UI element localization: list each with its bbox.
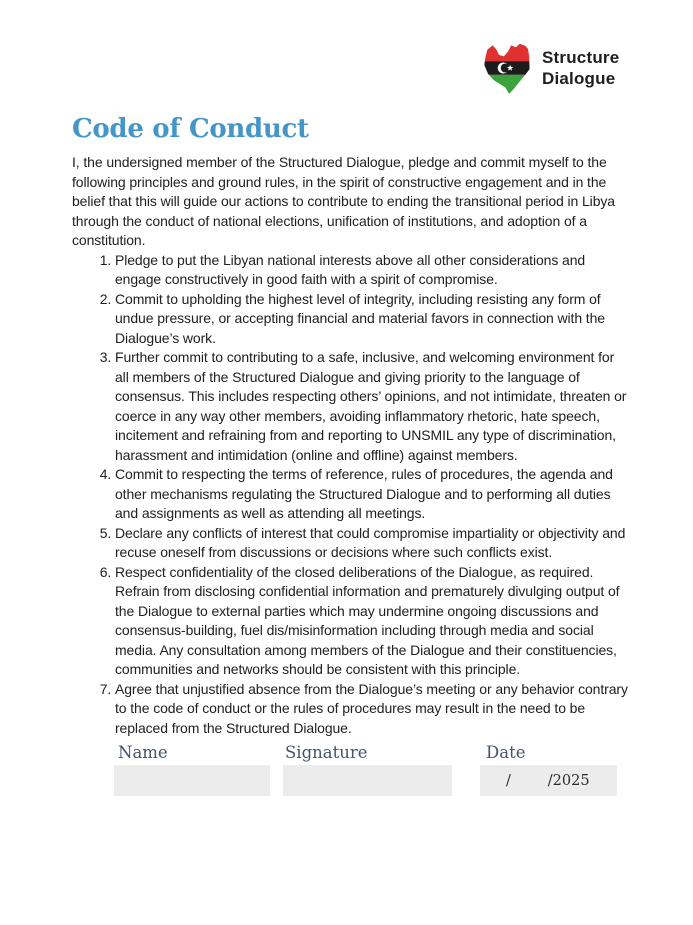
list-item-6: 6. Respect confidentiality of the closed deliberations of the Dialogue, as required. Refrain from disclosing confidential information and prematurely divulging output of the Dialogue to external parties which may undermine ongoing discussions and consensus-building, fuel dis/misinformation including through media and social media. Any consultation among members of the Dialogue and their constituencies, communities and networks should be consistent with this principle.	[115, 563, 628, 680]
name-label: Name	[118, 743, 168, 762]
signature-input[interactable]	[283, 765, 452, 796]
intro-paragraph: I, the undersigned member of the Structured Dialogue, pledge and commit myself to the following principles and ground rules, in the spirit of constructive engagement and in the belief that this will guide our actions to contribute to ending the transitional period in Libya through the conduct of national elections, unification of institutions, and adoption of a constitution.	[72, 154, 615, 248]
list-item-5: 5. Declare any conflicts of interest that could compromise impartiality or objectivity and recuse oneself from discussions or decisions where such conflicts exist.	[115, 524, 628, 563]
list-item-3: 3. Further commit to contributing to a safe, inclusive, and welcoming environment for all members of the Structured Dialogue and giving priority to the language of consensus. This includes respecting others’ opinions, and not intimidate, threaten or coerce in any way other members, avoiding inflammatory rhetoric, hate speech, incitement and refraining from and reporting to UNSMIL any type of discrimination, harassment and intimidation (online and offline) against members.	[115, 348, 628, 465]
date-field-group	[480, 744, 617, 796]
principles-list	[72, 251, 628, 739]
date-input[interactable]	[480, 765, 617, 796]
flag-red-band	[479, 42, 537, 62]
logo-wordmark-line2: Dialogue	[542, 69, 616, 88]
logo	[479, 41, 619, 95]
flag-green-band	[479, 75, 537, 95]
list-item-4: 4. Commit to respecting the terms of reference, rules of procedures, the agenda and other mechanisms regulating the Structured Dialogue and to performing all duties and assignments as well as attending all meetings.	[115, 465, 628, 524]
signature-form	[72, 744, 628, 814]
date-label: Date	[486, 743, 526, 762]
signature-label: Signature	[285, 743, 368, 762]
list-item-2: 2. Commit to upholding the highest level of integrity, including resisting any form of undue pressure, or accepting financial and material favors in connection with the Dialogue’s work.	[115, 290, 628, 349]
signature-field-group	[283, 744, 452, 796]
logo-wordmark-line1: Structure	[542, 48, 620, 67]
logo-wordmark	[542, 47, 619, 89]
libya-flag-map-icon	[479, 41, 537, 95]
name-input[interactable]	[114, 765, 270, 796]
list-item-1: 1. Pledge to put the Libyan national interests above all other considerations and engage constructively in good faith with a spirit of compromise.	[115, 251, 628, 290]
list-item-7: 7. Agree that unjustified absence from the Dialogue’s meeting or any behavior contrary to the code of conduct or the rules of procedures may result in the need to be replaced from the Structured Dialogue.	[115, 680, 628, 739]
page-title: Code of Conduct	[72, 114, 309, 144]
date-value: / /2025	[506, 772, 590, 789]
name-field-group	[114, 744, 270, 796]
document-content	[72, 113, 628, 814]
